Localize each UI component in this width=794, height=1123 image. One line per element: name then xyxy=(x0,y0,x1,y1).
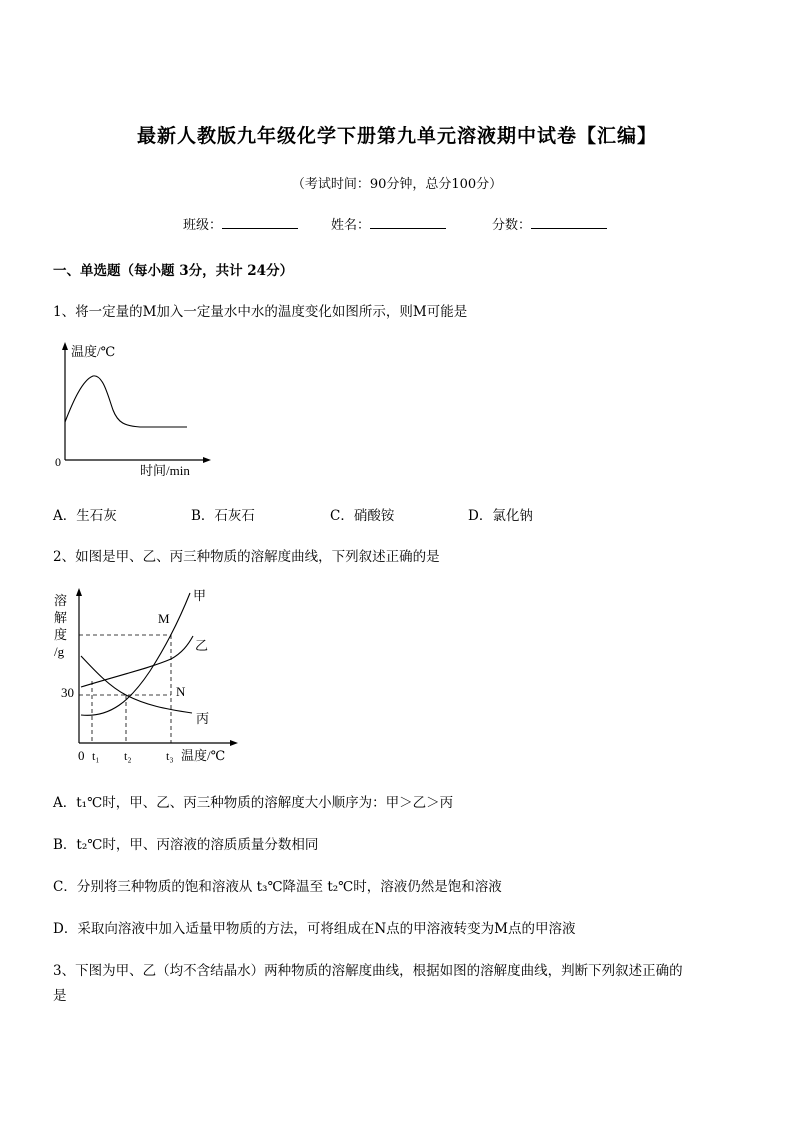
class-label: 班级： xyxy=(183,218,223,233)
q2-x-tick-t3: t₃ xyxy=(166,749,174,763)
name-label: 姓名： xyxy=(331,218,371,233)
class-field xyxy=(183,214,298,233)
q2-y-label-2: 解 xyxy=(54,610,68,625)
q1-option-c[interactable]: C．硝酸铵 xyxy=(330,508,395,524)
name-blank xyxy=(370,217,446,229)
q1-option-b[interactable]: B．石灰石 xyxy=(191,508,255,524)
q2-point-m: M xyxy=(158,611,170,626)
q1-option-a[interactable]: A．生石灰 xyxy=(53,508,117,524)
q2-option-d[interactable]: D．采取向溶液中加入适量甲物质的方法，可将组成在N点的甲溶液转变为M点的甲溶液 xyxy=(53,921,576,937)
q2-y-label-1: 溶 xyxy=(54,593,68,608)
q2-label-bing: 丙 xyxy=(196,711,210,726)
q1-temperature-chart xyxy=(50,338,220,483)
q2-label-jia: 甲 xyxy=(193,588,207,603)
exam-subtitle: （考试时间：90分钟，总分100分） xyxy=(291,177,503,192)
page-title: 最新人教版九年级化学下册第九单元溶液期中试卷【汇编】 xyxy=(136,125,657,147)
question-2-stem: 2、如图是甲、乙、丙三种物质的溶解度曲线，下列叙述正确的是 xyxy=(53,549,440,565)
q1-temperature-curve xyxy=(65,376,187,427)
score-label: 分数： xyxy=(492,218,532,233)
q2-origin-label: 0 xyxy=(78,748,85,763)
q2-point-n: N xyxy=(176,684,186,699)
q2-curve-yi xyxy=(81,636,193,687)
q1-y-label: 温度/℃ xyxy=(71,344,116,359)
q2-y-label-4: /g xyxy=(54,644,65,659)
q1-y-arrow xyxy=(62,342,68,350)
score-blank xyxy=(531,217,607,229)
q1-x-arrow xyxy=(203,457,211,463)
q1-option-d[interactable]: D．氯化钠 xyxy=(468,508,533,524)
q2-x-label: 温度/℃ xyxy=(181,748,226,763)
q2-option-c[interactable]: C．分别将三种物质的饱和溶液从 t₃℃降温至 t₂℃时，溶液仍然是饱和溶液 xyxy=(53,879,502,895)
q2-solubility-chart xyxy=(50,583,250,768)
q2-y-arrow xyxy=(76,588,82,596)
name-field xyxy=(331,214,446,233)
q2-option-b[interactable]: B．t₂℃时，甲、丙溶液的溶质质量分数相同 xyxy=(53,837,319,853)
q2-x-tick-t1: t₁ xyxy=(92,749,100,763)
q2-y-label-3: 度 xyxy=(54,627,68,642)
q1-x-label: 时间/min xyxy=(140,463,190,478)
q2-x-arrow xyxy=(230,740,238,746)
q2-label-yi: 乙 xyxy=(195,638,209,653)
question-3-stem-line2: 是 xyxy=(53,988,67,1004)
score-field xyxy=(492,214,607,233)
section-heading: 一、单选题（每小题 3分，共计 24分） xyxy=(53,263,294,279)
q1-origin-label: 0 xyxy=(55,455,61,469)
q2-option-a[interactable]: A．t₁℃时，甲、乙、丙三种物质的溶解度大小顺序为：甲＞乙＞丙 xyxy=(53,795,454,811)
q2-x-tick-t2: t₂ xyxy=(124,749,132,763)
question-3-stem-line1: 3、下图为甲、乙（均不含结晶水）两种物质的溶解度曲线，根据如图的溶解度曲线，判断下列叙述正确的 xyxy=(53,963,683,979)
q2-y-tick-30: 30 xyxy=(61,685,74,700)
class-blank xyxy=(222,217,298,229)
question-1-stem: 1、将一定量的M加入一定量水中水的温度变化如图所示，则M可能是 xyxy=(53,304,468,320)
q2-curve-jia xyxy=(81,593,190,715)
